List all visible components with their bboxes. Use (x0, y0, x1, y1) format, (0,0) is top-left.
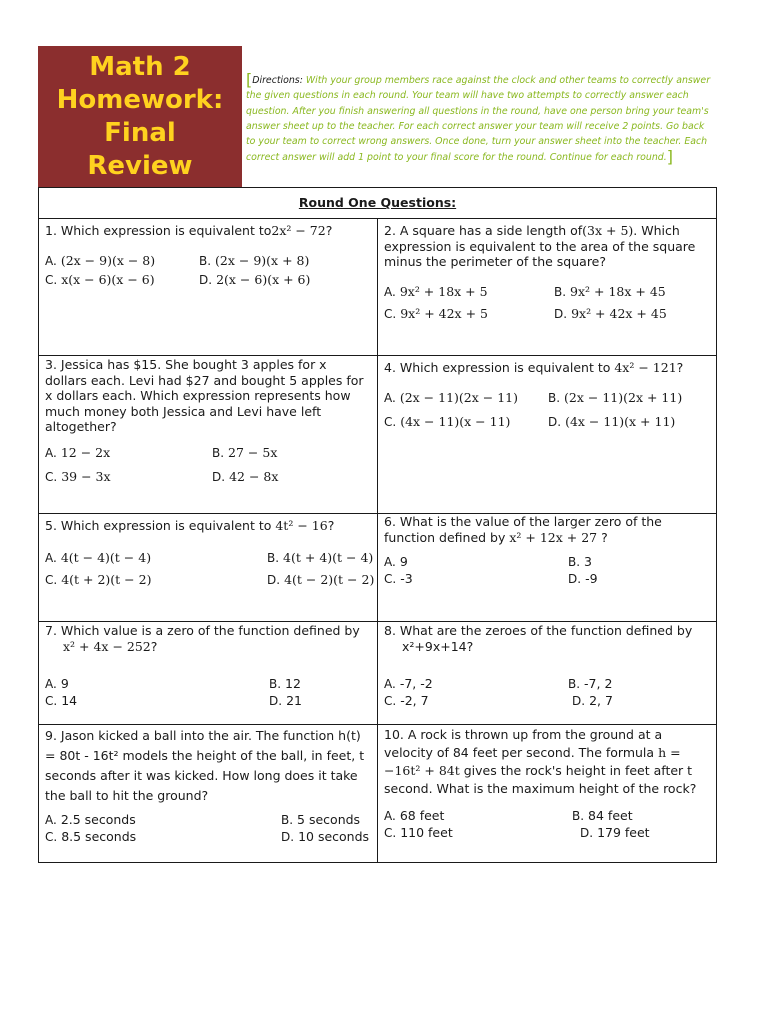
option-letter: D. (267, 573, 281, 587)
option-letter: D. (568, 571, 582, 586)
option-text: 84 feet (588, 808, 633, 823)
answer-option[interactable] (384, 808, 572, 825)
option-letter: D. (212, 470, 226, 484)
option-letter: D. (580, 825, 594, 840)
option-letter: B. (269, 677, 282, 691)
title-line: Review (87, 151, 193, 181)
answer-option[interactable] (572, 808, 672, 825)
option-letter: C. (45, 829, 58, 844)
option-letter: C. (45, 470, 58, 484)
option-text: 2.5 seconds (60, 812, 136, 827)
answer-option[interactable] (548, 414, 698, 431)
answer-option[interactable] (269, 676, 369, 693)
option-letter: A. (384, 677, 396, 691)
option-text: 4(t + 2)(t − 2) (61, 572, 152, 587)
option-letter: D. (281, 829, 295, 844)
answer-option[interactable] (384, 306, 554, 323)
title-line: Homework: (56, 85, 224, 115)
question-cell-7 (39, 622, 378, 725)
answer-option[interactable] (568, 554, 668, 571)
question-cell-9 (39, 725, 378, 863)
question-end: ? (327, 518, 335, 533)
question-cell-8 (378, 622, 717, 725)
question-stem: 6. What is the value of the larger zero of the function defined by (384, 514, 662, 545)
option-text: 9x² + 18x + 5 (399, 283, 488, 299)
option-letter: C. (384, 571, 397, 586)
option-text: 39 − 3x (61, 469, 111, 484)
option-text: 42 − 8x (229, 469, 279, 484)
answer-option[interactable] (267, 549, 374, 567)
option-text: (4x − 11)(x + 11) (565, 414, 676, 429)
option-text: (4x − 11)(x − 11) (400, 414, 511, 429)
title-line: Final (104, 118, 176, 148)
option-text: 9x² + 42x + 5 (400, 306, 488, 321)
round-header: Round One Questions: (39, 188, 717, 219)
answer-option[interactable] (568, 571, 668, 588)
answer-option[interactable] (384, 825, 572, 842)
option-letter: A. (45, 677, 57, 691)
directions-block (246, 72, 716, 166)
option-text: (2x − 9)(x + 8) (215, 252, 310, 268)
option-letter: B. (572, 809, 585, 823)
option-text: 12 (285, 676, 301, 691)
question-stem: 5. Which expression is equivalent to (45, 518, 272, 533)
answer-option[interactable] (568, 693, 668, 710)
option-letter: B. (548, 390, 561, 405)
directions-label: Directions: (252, 75, 303, 86)
option-text: (2x − 9)(x − 8) (60, 252, 156, 268)
option-letter: C. (45, 693, 58, 708)
open-bracket: [ (246, 70, 253, 89)
question-expression: x² + 12x + 27 (509, 529, 598, 545)
question-stem: 4. Which expression is equivalent to (384, 360, 611, 375)
option-letter: D. (199, 273, 213, 287)
option-text: -9 (585, 570, 598, 586)
questions-table (38, 187, 717, 863)
option-letter: A. (384, 284, 396, 299)
option-letter: B. (212, 445, 225, 460)
option-text: 9 (399, 554, 408, 569)
question-cell-2 (378, 219, 717, 356)
title-line: Math 2 (89, 52, 191, 82)
option-text: (2x − 11)(2x − 11) (399, 389, 518, 405)
option-text: x(x − 6)(x − 6) (61, 272, 155, 287)
option-text: 10 seconds (298, 828, 370, 844)
option-letter: C. (384, 415, 397, 429)
answer-option[interactable] (212, 445, 352, 462)
option-letter: B. (281, 813, 294, 827)
question-end: . Which expression is equivalent to the area of the square minus the perimeter of the square? (384, 223, 696, 269)
answer-option[interactable] (384, 693, 568, 710)
question-cell-3 (39, 356, 378, 514)
question-cell-1 (39, 219, 378, 356)
answer-option[interactable] (384, 571, 568, 588)
option-letter: B. (568, 677, 581, 691)
option-letter: A. (45, 813, 57, 827)
option-letter: D. (572, 693, 586, 708)
directions-text: With your group members race against the clock and other teams to correctly answer the given questions in each round. Your team will have two attempts to correctly answer each question. After you finish answering all questions in the round, have one person bring your team's answer sheet up to the teacher. For each correct answer your team will receive 2 points. Go back to your team to correct wrong answers. Once done, turn your answer sheet into the teacher. Each correct answer will add 1 point to your final score for the round. Continue for each round. (246, 75, 711, 164)
answer-option[interactable] (384, 414, 548, 431)
option-letter: A. (384, 390, 396, 405)
answer-option[interactable] (45, 550, 267, 567)
option-letter: A. (384, 555, 396, 569)
title-banner (38, 46, 242, 188)
question-stem: 8. What are the zeroes of the function defined by (384, 623, 693, 638)
answer-option[interactable] (269, 693, 369, 710)
question-expression: (3x + 5) (582, 223, 634, 238)
question-stem: 3. Jessica has $15. She bought 3 apples for x dollars each. Levi had $27 and bought 5 apples for x dollars each. Which expression represents how much money both Jessica and Levi have left altogether? (45, 357, 364, 434)
answer-option[interactable] (554, 284, 704, 301)
question-expression: h = −16t² + 84t (384, 745, 681, 778)
answer-option[interactable] (212, 469, 352, 486)
answer-option[interactable] (45, 272, 199, 289)
answer-option[interactable] (572, 825, 672, 842)
answer-option[interactable] (554, 306, 704, 323)
option-letter: D. (548, 415, 562, 429)
answer-option[interactable] (199, 253, 349, 270)
option-text: 110 feet (400, 824, 453, 840)
option-text: 8.5 seconds (61, 828, 137, 844)
option-text: -7, 2 (584, 676, 613, 691)
option-letter: B. (568, 555, 581, 569)
option-letter: D. (269, 693, 283, 708)
question-stem: 1. Which expression is equivalent to (45, 223, 272, 238)
option-letter: B. (267, 550, 280, 565)
answer-option[interactable] (267, 572, 375, 589)
option-letter: D. (554, 307, 568, 321)
page-title (57, 51, 224, 183)
question-end: ? (325, 223, 333, 238)
question-stem: 10. A rock is thrown up from the ground at a velocity of 84 feet per second. The formula (384, 727, 663, 760)
option-text: -2, 7 (400, 692, 429, 708)
option-text: 27 − 5x (228, 444, 278, 460)
answer-option[interactable] (45, 253, 199, 270)
answer-option[interactable] (548, 390, 698, 407)
option-letter: C. (45, 573, 58, 587)
option-text: 179 feet (597, 824, 650, 840)
question-stem: 2. A square has a side length of (384, 223, 583, 238)
question-expression: 4t² − 16 (275, 518, 328, 533)
option-letter: B. (199, 253, 212, 268)
question-cell-6 (378, 514, 717, 622)
question-expression: x²+9x+14 (402, 638, 467, 654)
option-text: (2x − 11)(2x + 11) (564, 389, 683, 405)
option-text: 4(t − 2)(t − 2) (284, 572, 375, 587)
answer-option[interactable] (45, 469, 212, 486)
answer-option[interactable] (199, 272, 349, 289)
option-text: 5 seconds (297, 812, 361, 827)
question-end: gives the rock's height in feet after t second. What is the maximum height of the rock? (384, 763, 697, 796)
option-text: 3 (584, 554, 592, 569)
question-stem: 7. Which value is a zero of the function defined by (45, 623, 360, 638)
option-text: -7, -2 (399, 676, 433, 691)
answer-option[interactable] (384, 390, 548, 407)
option-text: 9x² + 42x + 45 (571, 306, 667, 321)
question-end: ? (466, 638, 474, 654)
answer-option[interactable] (45, 693, 269, 710)
answer-option[interactable] (45, 812, 281, 829)
answer-option[interactable] (281, 812, 381, 829)
answer-option[interactable] (568, 676, 668, 693)
option-text: 9x² + 18x + 45 (570, 283, 666, 299)
option-letter: A. (384, 809, 396, 823)
option-letter: A. (45, 445, 57, 460)
option-letter: A. (45, 253, 57, 268)
question-end: ? (601, 529, 608, 545)
question-expression: 2x² − 72 (271, 223, 326, 238)
option-letter: C. (45, 273, 58, 287)
question-stem: 9. Jason kicked a ball into the air. The function h(t) = 80t - 16t² models the height of the ball, in feet, t seconds after it was kicked. How long does it take the ball to hit the ground? (45, 728, 365, 803)
option-text: 68 feet (399, 808, 445, 823)
option-text: 4(t − 4)(t − 4) (60, 549, 152, 565)
question-end: ? (150, 638, 158, 654)
option-text: 2(x − 6)(x + 6) (216, 272, 311, 287)
question-expression: x² + 4x − 252 (63, 638, 151, 654)
answer-option[interactable] (45, 829, 281, 846)
option-letter: B. (554, 284, 567, 299)
option-text: 21 (286, 692, 302, 708)
question-cell-4 (378, 356, 717, 514)
option-letter: C. (384, 825, 397, 840)
option-text: 14 (61, 692, 78, 708)
answer-option[interactable] (45, 445, 212, 462)
option-text: 4(t + 4)(t − 4) (283, 549, 374, 565)
option-text: 2, 7 (589, 692, 613, 708)
answer-option[interactable] (45, 676, 269, 693)
option-letter: C. (384, 307, 397, 321)
answer-option[interactable] (384, 676, 568, 693)
question-cell-5 (39, 514, 378, 622)
answer-option[interactable] (281, 829, 381, 846)
close-bracket: ] (666, 147, 673, 167)
answer-option[interactable] (384, 554, 568, 571)
answer-option[interactable] (45, 572, 267, 589)
option-letter: C. (384, 693, 397, 708)
question-expression: 4x² − 121 (614, 360, 677, 375)
option-text: -3 (400, 570, 413, 586)
option-text: 12 − 2x (60, 444, 111, 460)
question-end: ? (676, 360, 684, 375)
option-letter: A. (45, 550, 57, 565)
answer-option[interactable] (384, 284, 554, 301)
question-cell-10 (378, 725, 717, 863)
option-text: 9 (60, 676, 69, 691)
